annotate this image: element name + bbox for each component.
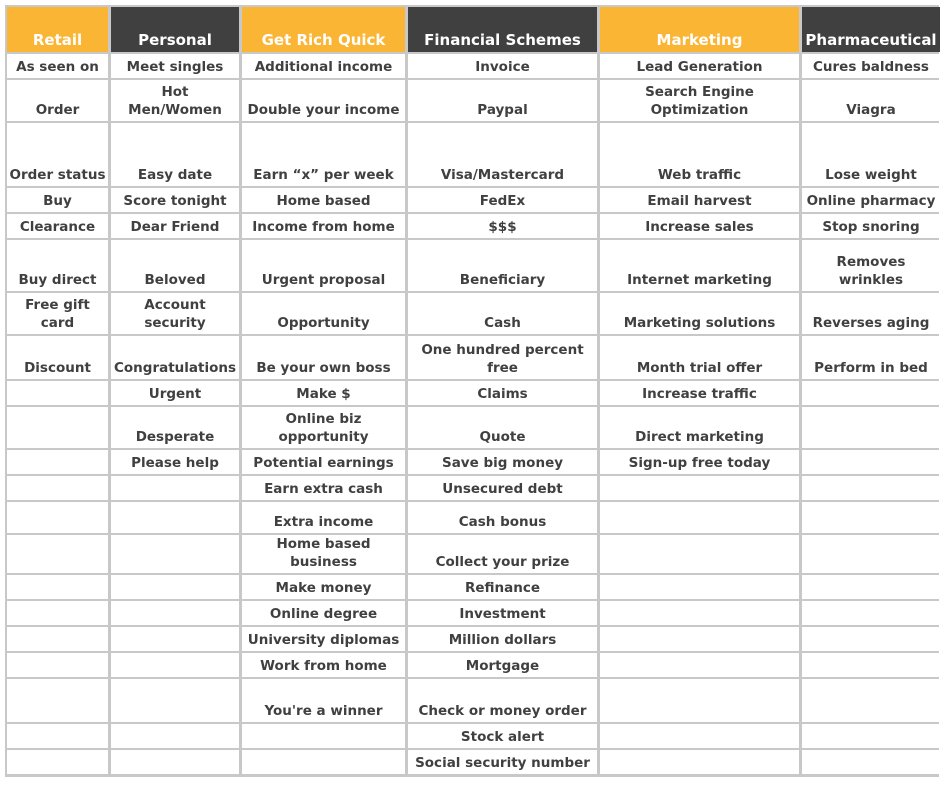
table-row (7, 381, 940, 405)
keyword-cell: Save big money (408, 450, 597, 474)
keyword-cell: Work from home (242, 653, 405, 677)
empty-cell (802, 381, 940, 405)
empty-cell (802, 535, 940, 573)
column-header-financial-schemes: Financial Schemes (408, 7, 597, 52)
empty-cell (7, 450, 108, 474)
keyword-cell: Claims (408, 381, 597, 405)
table-row (7, 679, 940, 722)
empty-cell (242, 750, 405, 774)
keyword-cell: Additional income (242, 54, 405, 78)
table-row (7, 750, 940, 774)
keyword-cell: Income from home (242, 214, 405, 238)
empty-cell (111, 575, 239, 599)
keyword-cell: Discount (7, 336, 108, 379)
table-row (7, 535, 940, 573)
keyword-cell: Beneficiary (408, 240, 597, 291)
empty-cell (7, 750, 108, 774)
table-row (7, 188, 940, 212)
keyword-cell: Make money (242, 575, 405, 599)
table-row (7, 502, 940, 533)
keyword-cell: Million dollars (408, 627, 597, 651)
table-row (7, 407, 940, 448)
table-row (7, 214, 940, 238)
empty-cell (600, 724, 799, 748)
empty-cell (111, 601, 239, 625)
column-header-retail: Retail (7, 7, 108, 52)
keyword-cell: Invoice (408, 54, 597, 78)
empty-cell (111, 724, 239, 748)
empty-cell (242, 724, 405, 748)
empty-cell (7, 627, 108, 651)
keyword-cell: Dear Friend (111, 214, 239, 238)
keyword-cell: Clearance (7, 214, 108, 238)
table-row (7, 336, 940, 379)
table-row (7, 476, 940, 500)
keyword-cell: Perform in bed (802, 336, 940, 379)
keyword-cell: Investment (408, 601, 597, 625)
keyword-cell: Account security (111, 293, 239, 334)
keyword-cell: Please help (111, 450, 239, 474)
keyword-cell: Potential earnings (242, 450, 405, 474)
keyword-cell: Lead Generation (600, 54, 799, 78)
keyword-cell: Stock alert (408, 724, 597, 748)
empty-cell (111, 502, 239, 533)
empty-cell (802, 750, 940, 774)
keyword-cell: Home based (242, 188, 405, 212)
keyword-cell: Increase sales (600, 214, 799, 238)
empty-cell (7, 653, 108, 677)
empty-cell (600, 750, 799, 774)
empty-cell (802, 476, 940, 500)
empty-cell (600, 679, 799, 722)
keyword-cell: Unsecured debt (408, 476, 597, 500)
empty-cell (111, 679, 239, 722)
empty-cell (111, 750, 239, 774)
table-row (7, 601, 940, 625)
table-row (7, 123, 940, 186)
keyword-cell: $$$ (408, 214, 597, 238)
table-row (7, 627, 940, 651)
header-row (7, 7, 940, 52)
keyword-cell: Order (7, 80, 108, 121)
spam-keywords-table (4, 5, 943, 776)
keyword-cell: Online degree (242, 601, 405, 625)
empty-cell (600, 575, 799, 599)
empty-cell (600, 601, 799, 625)
empty-cell (7, 407, 108, 448)
keyword-cell: Month trial offer (600, 336, 799, 379)
keyword-cell: Be your own boss (242, 336, 405, 379)
keyword-cell: Increase traffic (600, 381, 799, 405)
keyword-cell: One hundred percent free (408, 336, 597, 379)
keyword-cell: Extra income (242, 502, 405, 533)
keyword-cell: Order status (7, 123, 108, 186)
keyword-cell: Visa/Mastercard (408, 123, 597, 186)
keyword-cell: Internet marketing (600, 240, 799, 291)
keyword-cell: Marketing solutions (600, 293, 799, 334)
empty-cell (111, 627, 239, 651)
keyword-cell: Earn “x” per week (242, 123, 405, 186)
keyword-cell: You're a winner (242, 679, 405, 722)
table-row (7, 240, 940, 291)
table-row (7, 724, 940, 748)
empty-cell (7, 679, 108, 722)
empty-cell (802, 502, 940, 533)
keyword-cell: Easy date (111, 123, 239, 186)
keyword-cell: FedEx (408, 188, 597, 212)
keyword-cell: Check or money order (408, 679, 597, 722)
empty-cell (7, 601, 108, 625)
keyword-cell: Cash bonus (408, 502, 597, 533)
table-row (7, 450, 940, 474)
keyword-cell: Home based business (242, 535, 405, 573)
table-row (7, 54, 940, 78)
empty-cell (600, 535, 799, 573)
keyword-cell: Email harvest (600, 188, 799, 212)
keyword-cell: Quote (408, 407, 597, 448)
keyword-cell: Social security number (408, 750, 597, 774)
empty-cell (111, 653, 239, 677)
keyword-cell: As seen on (7, 54, 108, 78)
keyword-cell: Direct marketing (600, 407, 799, 448)
keyword-cell: Cures baldness (802, 54, 940, 78)
empty-cell (600, 627, 799, 651)
keyword-cell: Double your income (242, 80, 405, 121)
empty-cell (7, 476, 108, 500)
empty-cell (802, 575, 940, 599)
table-row (7, 653, 940, 677)
keyword-cell: Stop snoring (802, 214, 940, 238)
spam-keywords-table-frame (5, 5, 939, 777)
keyword-cell: Score tonight (111, 188, 239, 212)
keyword-cell: Buy direct (7, 240, 108, 291)
keyword-cell: Reverses aging (802, 293, 940, 334)
table-row (7, 293, 940, 334)
keyword-cell: Free gift card (7, 293, 108, 334)
keyword-cell: Online pharmacy (802, 188, 940, 212)
column-header-marketing: Marketing (600, 7, 799, 52)
keyword-cell: Viagra (802, 80, 940, 121)
keyword-cell: Search Engine Optimization (600, 80, 799, 121)
keyword-cell: Buy (7, 188, 108, 212)
empty-cell (600, 502, 799, 533)
keyword-cell: Removes wrinkles (802, 240, 940, 291)
keyword-cell: Beloved (111, 240, 239, 291)
empty-cell (7, 724, 108, 748)
keyword-cell: Urgent proposal (242, 240, 405, 291)
empty-cell (7, 502, 108, 533)
table-row (7, 80, 940, 121)
empty-cell (802, 653, 940, 677)
keyword-cell: Sign-up free today (600, 450, 799, 474)
empty-cell (111, 535, 239, 573)
table-row (7, 575, 940, 599)
keyword-cell: Mortgage (408, 653, 597, 677)
keyword-cell: Desperate (111, 407, 239, 448)
keyword-cell: University diplomas (242, 627, 405, 651)
empty-cell (802, 627, 940, 651)
empty-cell (802, 724, 940, 748)
empty-cell (600, 476, 799, 500)
column-header-personal: Personal (111, 7, 239, 52)
keyword-cell: Refinance (408, 575, 597, 599)
keyword-cell: Meet singles (111, 54, 239, 78)
keyword-cell: Web traffic (600, 123, 799, 186)
keyword-cell: Earn extra cash (242, 476, 405, 500)
empty-cell (7, 575, 108, 599)
keyword-cell: Urgent (111, 381, 239, 405)
column-header-get-rich-quick: Get Rich Quick (242, 7, 405, 52)
column-header-pharmaceutical: Pharmaceutical (802, 7, 940, 52)
empty-cell (7, 381, 108, 405)
keyword-cell: Lose weight (802, 123, 940, 186)
table-body (7, 54, 940, 774)
empty-cell (600, 653, 799, 677)
keyword-cell: Opportunity (242, 293, 405, 334)
keyword-cell: Hot Men/Women (111, 80, 239, 121)
keyword-cell: Congratulations (111, 336, 239, 379)
empty-cell (802, 450, 940, 474)
keyword-cell: Cash (408, 293, 597, 334)
empty-cell (7, 535, 108, 573)
empty-cell (802, 407, 940, 448)
keyword-cell: Collect your prize (408, 535, 597, 573)
keyword-cell: Paypal (408, 80, 597, 121)
keyword-cell: Online biz opportunity (242, 407, 405, 448)
empty-cell (111, 476, 239, 500)
keyword-cell: Make $ (242, 381, 405, 405)
empty-cell (802, 679, 940, 722)
empty-cell (802, 601, 940, 625)
